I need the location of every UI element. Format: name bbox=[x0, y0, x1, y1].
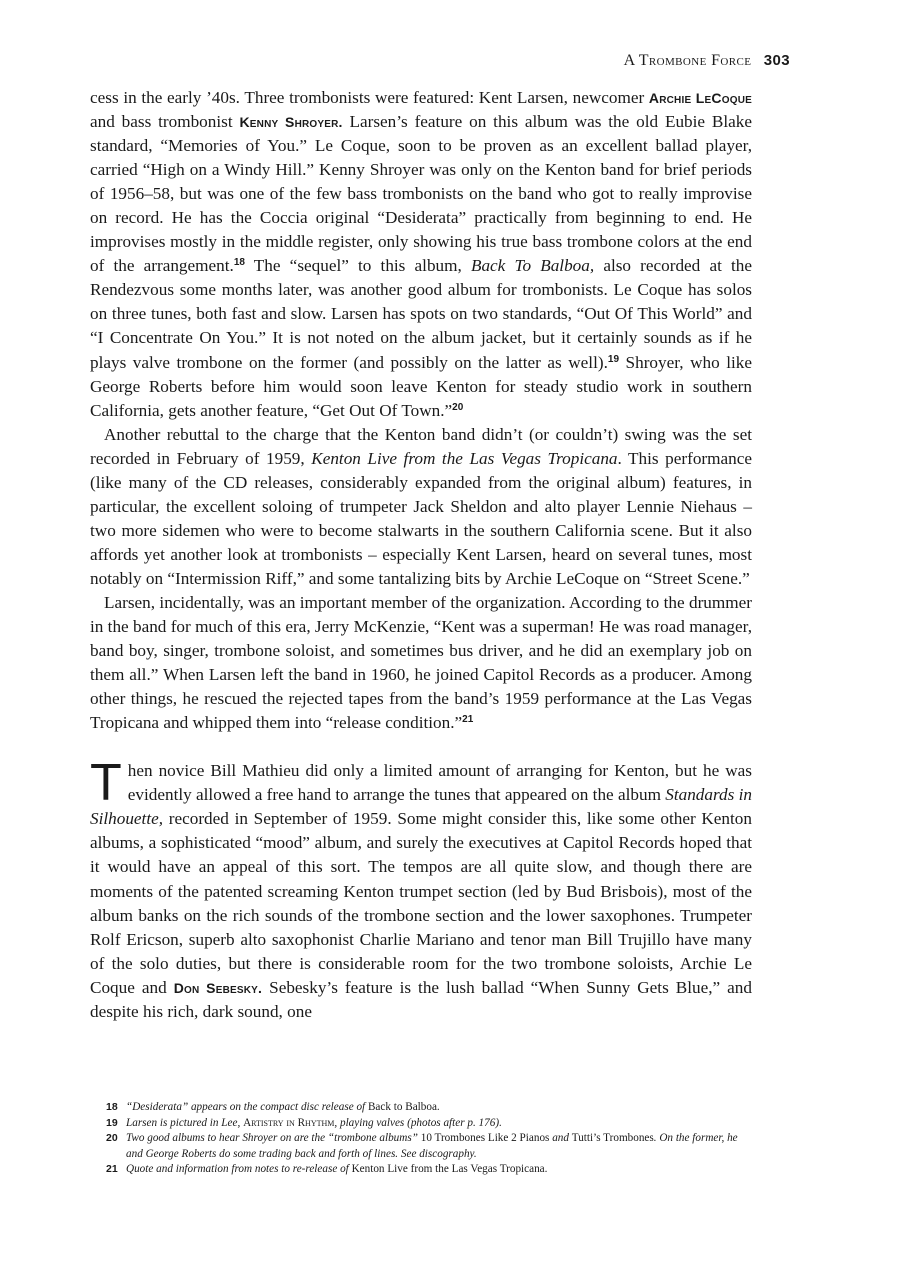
footnote-number: 20 bbox=[106, 1132, 118, 1144]
text-run: hen novice Bill Mathieu did only a limited amount of arranging for Kenton, but he was evidently allowed a free hand to arrange the tunes that appeared on the album bbox=[127, 761, 752, 805]
small-caps-name: Don Sebesky. bbox=[173, 979, 263, 996]
footnote-ref[interactable]: 19 bbox=[607, 353, 620, 365]
footnote-text: Larsen is pictured in Lee, bbox=[126, 1116, 244, 1129]
small-caps-name: Archie LeCoque bbox=[648, 90, 752, 106]
text-run: Larsen’s feature on this album was the old Eubie Blake standard, “Memories of You.” Le Coque, soon to be proven as an excellent ballad player, carried “High on a Windy Hill.” Kenny Shroyer was only on the Kenton band for brief periods of 1956–58, but was one of the few bass trombonists on the band who got to really improvise on record. He has the Coccia original “Desiderata” practically from beginning to end. He improvises mostly in the middle register, only showing his true bass trombone colors at the end of the arrangement. bbox=[90, 112, 752, 276]
footnote bbox=[106, 1131, 746, 1162]
footnote-text: Quote and information from notes to re-release of bbox=[126, 1163, 352, 1175]
paragraph-3 bbox=[90, 591, 752, 735]
drop-cap: T bbox=[90, 754, 122, 813]
footnote-title: 10 Trombones Like 2 Pianos bbox=[420, 1132, 550, 1144]
text-run: . This performance (like many of the CD releases, considerably expanded from the original album) features, in particular, the excellent soloing of trumpeter Jack Sheldon and alto player Lennie Niehaus – two more sidemen who were to become stalwarts in the southern California scene. But it also affords yet another look at trombonists – especially Kent Larsen, heard on several tunes, most notably on “Intermission Riff,” and some tantalizing bits by Archie LeCoque on “Street Scene.” bbox=[90, 448, 752, 588]
text-run: Sebesky’s feature is the lush ballad “When Sunny Gets Blue,” and despite his rich, dark sound, one bbox=[90, 977, 752, 1021]
album-title: Kenton Live from the Las Vegas Tropicana bbox=[311, 448, 618, 468]
footnote-ref[interactable]: 21 bbox=[462, 714, 474, 726]
small-caps-name: Kenny Shroyer. bbox=[239, 114, 343, 131]
footnote bbox=[106, 1162, 746, 1178]
running-head-title: A Trombone Force bbox=[623, 52, 752, 69]
footnote-title: Back to Balboa. bbox=[367, 1101, 440, 1113]
text-run: and bass trombonist bbox=[90, 112, 240, 132]
text-run: cess in the early ’40s. Three trombonists were featured: Kent Larsen, newcomer bbox=[90, 88, 649, 107]
footnote-number: 18 bbox=[106, 1101, 118, 1113]
footnote-text: . On the former, he and George Roberts do some trading back and forth of lines. See discography. bbox=[126, 1132, 738, 1160]
paragraph-1 bbox=[90, 86, 752, 423]
footnotes bbox=[106, 1100, 746, 1178]
running-head bbox=[624, 52, 790, 70]
footnote-text: Two good albums to hear Shroyer on are the “trombone albums” bbox=[126, 1132, 421, 1144]
footnote-number: 21 bbox=[106, 1163, 118, 1175]
body-text bbox=[90, 86, 752, 1024]
footnote-text: , playing valves (photos after p. 176). bbox=[334, 1116, 502, 1129]
footnote-title: Artistry in Rhythm bbox=[243, 1116, 335, 1129]
footnote-title: Kenton Live from the Las Vegas Tropicana. bbox=[351, 1163, 548, 1175]
text-run: The “sequel” to this album, bbox=[244, 256, 471, 276]
paragraph-2 bbox=[90, 423, 752, 591]
text-run: Shroyer, who like George Roberts before him would soon leave Kenton for steady studio work in southern California, gets another feature, “Get Out Of Town.” bbox=[90, 352, 752, 420]
page-number: 303 bbox=[763, 52, 790, 69]
footnote-number: 19 bbox=[106, 1116, 118, 1129]
footnote-ref[interactable]: 20 bbox=[452, 401, 464, 413]
footnote-title: Tutti’s Trombones bbox=[571, 1132, 654, 1144]
footnote-text: and bbox=[549, 1132, 572, 1144]
album-title: Standards in Silhouette, bbox=[90, 785, 753, 829]
footnote bbox=[106, 1116, 746, 1132]
footnote bbox=[106, 1100, 746, 1116]
album-title: Back To Balboa, bbox=[470, 256, 595, 276]
footnote-ref[interactable]: 18 bbox=[233, 257, 245, 269]
text-run: also recorded at the Rendezvous some months later, was another good album for trombonists. Le Coque has solos on three tunes, both fast and slow. Larsen has spots on two standards, “Out Of This World” and “I Concentrate On You.” It is not noted on the album jacket, but it certainly sounds as if he plays valve trombone on the former (and possibly on the latter as well). bbox=[90, 256, 753, 372]
text-run: recorded in September of 1959. Some might consider this, like some other Kenton albums, a sophisticated “mood” album, and surely the executives at Capitol Records hoped that it would have an appeal of this sort. The tempos are all quite slow, and though there are moments of the patented screaming Kenton trumpet section (led by Bud Brisbois), most of the album banks on the rich sounds of the trombone section and the lower saxophones. Trumpeter Rolf Ericson, superb alto saxophonist Charlie Mariano and tenor man Bill Trujillo have many of the solo duties, but there is considerable room for the two trombone soloists, Archie Le Coque and bbox=[90, 809, 752, 997]
footnote-text: “Desiderata” appears on the compact disc release of bbox=[126, 1101, 368, 1113]
text-run: Another rebuttal to the charge that the Kenton band didn’t (or couldn’t) swing was the set recorded in February of 1959, bbox=[90, 424, 752, 468]
text-run: Larsen, incidentally, was an important member of the organization. According to the drummer in the band for much of this era, Jerry McKenzie, “Kent was a superman! He was road manager, band boy, singer, trombone soloist, and sometimes bus driver, and he did an exemplary job on them all.” When Larsen left the band in 1960, he joined Capitol Records as a producer. Among other things, he rescued the rejected tapes from the band’s 1959 performance at the Las Vegas Tropicana and whipped them into “release condition.” bbox=[90, 592, 752, 733]
paragraph-4 bbox=[90, 754, 753, 1024]
